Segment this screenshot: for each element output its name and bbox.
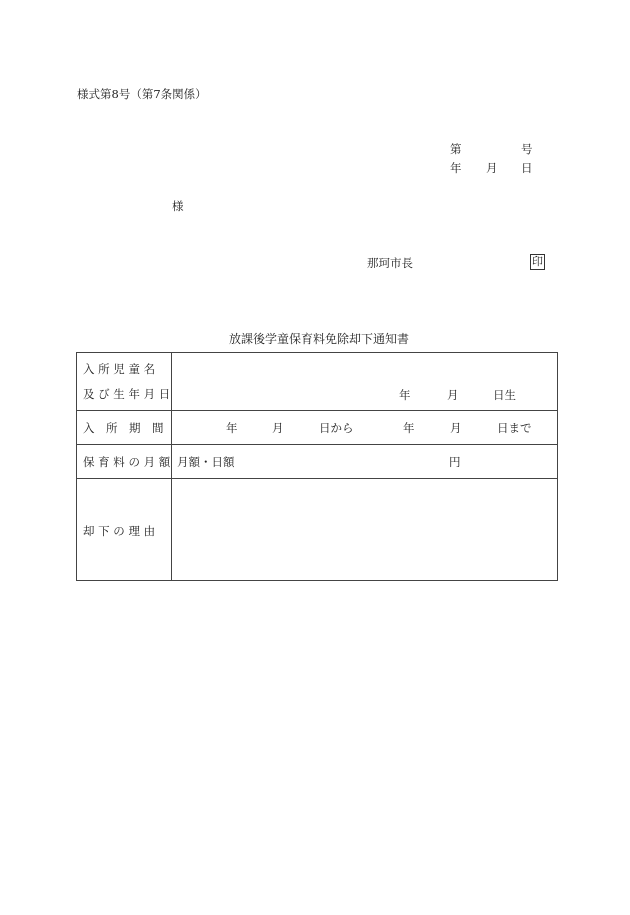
child-label-line2: 及 び 生 年 月 日 <box>83 387 171 401</box>
fee-unit: 円 <box>449 455 461 469</box>
period-label: 入 所 期 間 <box>83 421 164 435</box>
period-to-year: 年 <box>403 421 415 435</box>
row-period <box>77 411 557 445</box>
document-number-prefix: 第 <box>450 142 462 156</box>
seal-mark <box>530 254 545 270</box>
date-year: 年 <box>450 161 462 175</box>
document-number-suffix: 号 <box>521 142 533 156</box>
seal-char: 印 <box>532 255 543 268</box>
birth-day: 日生 <box>493 388 516 402</box>
date-month: 月 <box>486 161 498 175</box>
fee-type: 月額・日額 <box>177 455 235 469</box>
document-title: 放課後学童保育料免除却下通知書 <box>229 332 410 346</box>
form-number: 様式第8号（第7条関係） <box>77 87 207 101</box>
period-to-month: 月 <box>450 421 462 435</box>
child-label-line1: 入 所 児 童 名 <box>83 362 156 376</box>
notice-table <box>76 352 558 581</box>
birth-year: 年 <box>399 388 411 402</box>
period-from-year: 年 <box>226 421 238 435</box>
date-day: 日 <box>521 161 533 175</box>
row-child-info <box>77 353 557 411</box>
birth-month: 月 <box>447 388 459 402</box>
row-fee <box>77 445 557 479</box>
row-reason <box>77 479 557 580</box>
fee-label: 保 育 料 の 月 額 <box>83 455 171 469</box>
period-from-month: 月 <box>272 421 284 435</box>
reason-label: 却 下 の 理 由 <box>83 524 156 538</box>
addressee-suffix: 様 <box>172 199 184 213</box>
period-from-day: 日から <box>319 421 354 435</box>
period-to-day: 日まで <box>497 421 532 435</box>
issuer-name: 那珂市長 <box>367 256 413 270</box>
